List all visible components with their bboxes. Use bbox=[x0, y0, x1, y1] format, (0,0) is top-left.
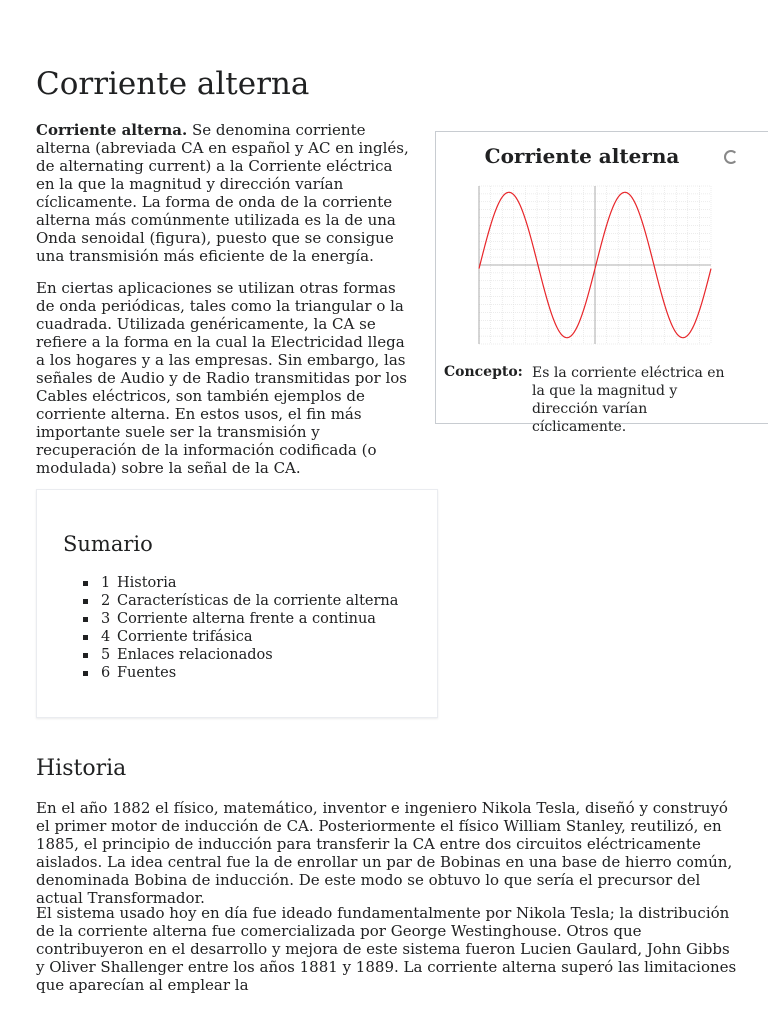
toc-item[interactable] bbox=[83, 574, 398, 592]
toc-title: Sumario bbox=[63, 532, 153, 556]
toc-item-link[interactable]: Enlaces relacionados bbox=[117, 647, 273, 663]
section-heading-historia: Historia bbox=[36, 756, 127, 781]
page-title: Corriente alterna bbox=[36, 66, 310, 102]
toc-item[interactable] bbox=[83, 664, 398, 682]
intro-text: Se denomina corriente alterna (abreviada CA en español y AC en inglés, de alternating current) a la Corriente eléctrica en la que la magnitud y dirección varían cíclicamente. La forma de onda de la corriente alterna más comúnmente utilizada es la de una Onda senoidal (figura), puesto que se consigue una transmisión más eficiente de la energía. bbox=[36, 121, 409, 265]
intro-bold-term: Corriente alterna. bbox=[36, 121, 188, 139]
toc-item-number: 1 bbox=[101, 575, 111, 591]
intro-paragraph-2: En ciertas aplicaciones se utilizan otras formas de onda periódicas, tales como la triangular o la cuadrada. Utilizada genéricamente, la CA se refiere a la forma en la cual la Electricidad llega a los hogares y a las empresas. Sin embargo, las señales de Audio y de Radio transmitidas por los Cables eléctricos, son también ejemplos de corriente alterna. En estos usos, el fin más importante suele ser la transmisión y recuperación de la información codificada (o modulada) sobre la señal de la CA. bbox=[36, 279, 407, 477]
toc-item-link[interactable]: Características de la corriente alterna bbox=[117, 593, 399, 609]
infobox-title: Corriente alterna bbox=[484, 144, 680, 168]
toc-item[interactable] bbox=[83, 646, 398, 664]
toc-item-link[interactable]: Corriente alterna frente a continua bbox=[117, 611, 376, 627]
table-of-contents bbox=[36, 489, 438, 718]
toc-item[interactable] bbox=[83, 592, 398, 610]
intro-paragraph bbox=[36, 121, 413, 265]
concept-label: Concepto: bbox=[444, 364, 523, 380]
edit-icon[interactable] bbox=[724, 150, 738, 164]
toc-item-number: 4 bbox=[101, 629, 111, 645]
concept-value: Es la corriente eléctrica en la que la magnitud y dirección varían cíclicamente. bbox=[532, 365, 725, 435]
historia-paragraph-1: En el año 1882 el físico, matemático, inventor e ingeniero Nikola Tesla, diseñó y construyó el primer motor de inducción de CA. Posteriormente el físico William Stanley, reutilizó, en 1885, el principio de inducción para transferir la CA entre dos circuitos eléctricamente aislados. La idea central fue la de enrollar un par de Bobinas en una base de hierro común, denominada Bobina de inducción. De este modo se obtuvo lo que sería el precursor del actual Transformador. bbox=[36, 799, 733, 907]
infobox bbox=[435, 131, 768, 435]
toc-item-link[interactable]: Corriente trifásica bbox=[117, 629, 253, 645]
toc-item-link[interactable]: Fuentes bbox=[117, 665, 177, 681]
toc-item-number: 5 bbox=[101, 647, 111, 663]
toc-item-link[interactable]: Historia bbox=[117, 575, 177, 591]
toc-item[interactable] bbox=[83, 610, 398, 628]
toc-item-number: 6 bbox=[101, 665, 111, 681]
historia-paragraph-2: El sistema usado hoy en día fue ideado fundamentalmente por Nikola Tesla; la distribución de la corriente alterna fue comercializada por George Westinghouse. Otros que contribuyeron en el desarrollo y mejora de este sistema fueron Lucien Gaulard, John Gibbs y Oliver Shallenger entre los años 1881 y 1889. La corriente alterna superó las limitaciones que aparecían al emplear la bbox=[36, 904, 737, 994]
sine-wave-figure bbox=[476, 182, 714, 350]
toc-item[interactable] bbox=[83, 628, 398, 646]
toc-list bbox=[83, 574, 398, 682]
toc-item-number: 2 bbox=[101, 593, 111, 609]
toc-item-number: 3 bbox=[101, 611, 111, 627]
